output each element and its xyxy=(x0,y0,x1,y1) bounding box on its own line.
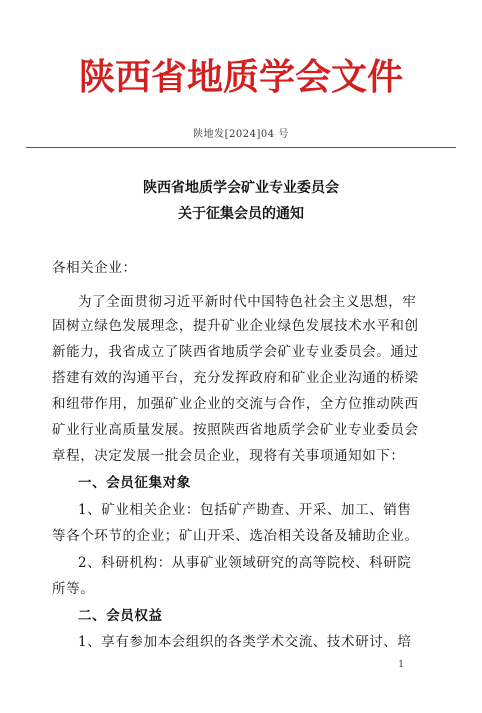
paragraph-1-line-2: 固树立绿色发展理念，提升矿业企业绿色发展技术水平和创 xyxy=(52,318,419,334)
red-divider-line xyxy=(26,147,456,148)
paragraph-1-line-1: 为了全面贯彻习近平新时代中国特色社会主义思想，牢 xyxy=(78,294,417,310)
salutation: 各相关企业： xyxy=(52,260,137,276)
paragraph-1-line-3: 新能力，我省成立了陕西省地质学会矿业专业委员会。通过 xyxy=(52,344,419,360)
notice-title-line-1: 陕西省地质学会矿业专业委员会 xyxy=(143,180,339,196)
paragraph-1-line-6: 矿业行业高质量发展。按照陕西省地质学会矿业专业委员会 xyxy=(52,422,419,438)
paragraph-1-line-4: 搭建有效的沟通平台，充分发挥政府和矿业企业沟通的桥梁 xyxy=(52,370,419,386)
page-number: 1 xyxy=(398,660,404,670)
section-heading-2: 二、会员权益 xyxy=(78,608,163,624)
notice-title-line-2: 关于征集会员的通知 xyxy=(178,206,304,222)
item-1-line-2: 等各个环节的企业；矿山开采、选冶相关设备及辅助企业。 xyxy=(52,528,419,544)
item-2-line-2: 所等。 xyxy=(52,581,95,597)
item-3-line-1: 1、享有参加本会组织的各类学术交流、技术研讨、培 xyxy=(78,634,412,650)
document-number: 陕地发[2024]04 号 xyxy=(193,129,289,140)
item-2-line-1: 2、科研机构：从事矿业领域研究的高等院校、科研院 xyxy=(78,555,412,571)
paragraph-1-line-7: 章程，决定发展一批会员企业，现将有关事项通知如下： xyxy=(52,448,405,464)
paragraph-1-line-5: 和纽带作用，加强矿业企业的交流与合作，全方位推动陕西 xyxy=(52,396,419,412)
item-1-line-1: 1、矿业相关企业：包括矿产勘查、开采、加工、销售 xyxy=(78,502,412,518)
section-heading-1: 一、会员征集对象 xyxy=(78,475,191,491)
issuer-title: 陕西省地质学会文件 xyxy=(78,57,403,98)
